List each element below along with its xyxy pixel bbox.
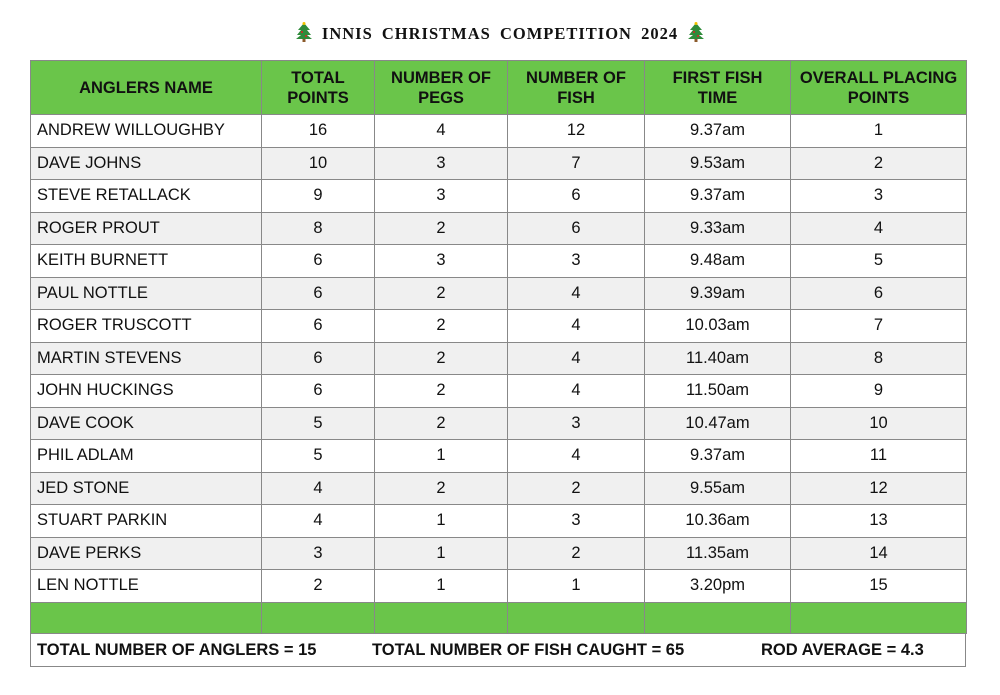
number-of-fish: 4 xyxy=(508,277,645,310)
number-of-pegs: 1 xyxy=(375,505,508,538)
table-row xyxy=(31,115,967,148)
total-points: 5 xyxy=(262,440,375,473)
placing-points: 5 xyxy=(791,245,967,278)
title-text: INNIS CHRISTMAS COMPETITION 2024 xyxy=(321,24,679,43)
total-points: 5 xyxy=(262,407,375,440)
first-fish-time: 11.40am xyxy=(645,342,791,375)
page-title xyxy=(0,22,1000,47)
number-of-fish: 4 xyxy=(508,375,645,408)
first-fish-time: 10.36am xyxy=(645,505,791,538)
placing-points: 9 xyxy=(791,375,967,408)
number-of-fish: 2 xyxy=(508,537,645,570)
number-of-pegs: 2 xyxy=(375,277,508,310)
number-of-pegs: 2 xyxy=(375,472,508,505)
col-header-number-of-pegs: NUMBER OF PEGS xyxy=(375,61,508,115)
number-of-fish: 3 xyxy=(508,407,645,440)
number-of-fish: 3 xyxy=(508,245,645,278)
angler-name: ROGER PROUT xyxy=(31,212,262,245)
table-row xyxy=(31,407,967,440)
placing-points: 7 xyxy=(791,310,967,343)
table-row xyxy=(31,570,967,603)
total-points: 4 xyxy=(262,505,375,538)
christmas-tree-icon xyxy=(687,22,705,47)
number-of-pegs: 2 xyxy=(375,342,508,375)
number-of-pegs: 1 xyxy=(375,570,508,603)
table-row xyxy=(31,245,967,278)
first-fish-time: 9.39am xyxy=(645,277,791,310)
angler-name: DAVE COOK xyxy=(31,407,262,440)
first-fish-time: 11.35am xyxy=(645,537,791,570)
col-header-total-points: TOTAL POINTS xyxy=(262,61,375,115)
total-points: 10 xyxy=(262,147,375,180)
placing-points: 15 xyxy=(791,570,967,603)
angler-name: ROGER TRUSCOTT xyxy=(31,310,262,343)
table-row xyxy=(31,147,967,180)
placing-points: 3 xyxy=(791,180,967,213)
total-points: 9 xyxy=(262,180,375,213)
number-of-fish: 4 xyxy=(508,310,645,343)
christmas-tree-icon xyxy=(295,22,313,47)
total-points: 6 xyxy=(262,245,375,278)
total-points: 6 xyxy=(262,375,375,408)
table-row xyxy=(31,440,967,473)
angler-name: DAVE PERKS xyxy=(31,537,262,570)
total-points: 6 xyxy=(262,277,375,310)
number-of-fish: 1 xyxy=(508,570,645,603)
header-row xyxy=(31,61,967,115)
placing-points: 14 xyxy=(791,537,967,570)
placing-points: 8 xyxy=(791,342,967,375)
number-of-fish: 3 xyxy=(508,505,645,538)
spacer-cell xyxy=(508,602,645,633)
angler-name: LEN NOTTLE xyxy=(31,570,262,603)
placing-points: 13 xyxy=(791,505,967,538)
spacer-cell xyxy=(31,602,262,633)
first-fish-time: 10.03am xyxy=(645,310,791,343)
angler-name: PAUL NOTTLE xyxy=(31,277,262,310)
first-fish-time: 9.33am xyxy=(645,212,791,245)
number-of-fish: 6 xyxy=(508,180,645,213)
placing-points: 2 xyxy=(791,147,967,180)
table-row xyxy=(31,310,967,343)
table-row xyxy=(31,212,967,245)
angler-name: ANDREW WILLOUGHBY xyxy=(31,115,262,148)
table-row xyxy=(31,472,967,505)
number-of-fish: 4 xyxy=(508,342,645,375)
total-anglers: TOTAL NUMBER OF ANGLERS = 15 xyxy=(37,641,317,659)
table-row xyxy=(31,277,967,310)
number-of-pegs: 3 xyxy=(375,245,508,278)
total-points: 3 xyxy=(262,537,375,570)
angler-name: STUART PARKIN xyxy=(31,505,262,538)
placing-points: 6 xyxy=(791,277,967,310)
angler-name: JED STONE xyxy=(31,472,262,505)
rod-average: ROD AVERAGE = 4.3 xyxy=(761,641,924,659)
total-fish-caught: TOTAL NUMBER OF FISH CAUGHT = 65 xyxy=(372,641,685,659)
spacer-cell xyxy=(791,602,967,633)
number-of-pegs: 3 xyxy=(375,147,508,180)
angler-name: JOHN HUCKINGS xyxy=(31,375,262,408)
number-of-pegs: 2 xyxy=(375,375,508,408)
spacer-cell xyxy=(375,602,508,633)
angler-name: MARTIN STEVENS xyxy=(31,342,262,375)
placing-points: 10 xyxy=(791,407,967,440)
angler-name: DAVE JOHNS xyxy=(31,147,262,180)
number-of-pegs: 4 xyxy=(375,115,508,148)
placing-points: 12 xyxy=(791,472,967,505)
total-points: 6 xyxy=(262,310,375,343)
col-header-number-of-fish: NUMBER OF FISH xyxy=(508,61,645,115)
table-row xyxy=(31,375,967,408)
col-header-overall-placing-points: OVERALL PLACING POINTS xyxy=(791,61,967,115)
total-points: 4 xyxy=(262,472,375,505)
total-points: 6 xyxy=(262,342,375,375)
number-of-fish: 12 xyxy=(508,115,645,148)
angler-name: KEITH BURNETT xyxy=(31,245,262,278)
first-fish-time: 9.37am xyxy=(645,180,791,213)
placing-points: 11 xyxy=(791,440,967,473)
placing-points: 1 xyxy=(791,115,967,148)
number-of-pegs: 2 xyxy=(375,212,508,245)
angler-name: PHIL ADLAM xyxy=(31,440,262,473)
table-row xyxy=(31,180,967,213)
total-points: 8 xyxy=(262,212,375,245)
number-of-pegs: 2 xyxy=(375,310,508,343)
spacer-cell xyxy=(645,602,791,633)
first-fish-time: 9.37am xyxy=(645,440,791,473)
results-table xyxy=(30,60,967,634)
table-row xyxy=(31,537,967,570)
angler-name: STEVE RETALLACK xyxy=(31,180,262,213)
first-fish-time: 9.48am xyxy=(645,245,791,278)
number-of-fish: 2 xyxy=(508,472,645,505)
green-spacer-row xyxy=(31,602,967,633)
col-header-anglers-name: ANGLERS NAME xyxy=(31,61,262,115)
number-of-pegs: 1 xyxy=(375,440,508,473)
number-of-fish: 7 xyxy=(508,147,645,180)
total-points: 2 xyxy=(262,570,375,603)
first-fish-time: 11.50am xyxy=(645,375,791,408)
summary-footer xyxy=(30,633,966,667)
number-of-pegs: 2 xyxy=(375,407,508,440)
first-fish-time: 9.37am xyxy=(645,115,791,148)
total-points: 16 xyxy=(262,115,375,148)
first-fish-time: 9.55am xyxy=(645,472,791,505)
table-row xyxy=(31,505,967,538)
number-of-fish: 6 xyxy=(508,212,645,245)
table-row xyxy=(31,342,967,375)
first-fish-time: 3.20pm xyxy=(645,570,791,603)
spacer-cell xyxy=(262,602,375,633)
number-of-fish: 4 xyxy=(508,440,645,473)
col-header-first-fish-time: FIRST FISH TIME xyxy=(645,61,791,115)
first-fish-time: 10.47am xyxy=(645,407,791,440)
placing-points: 4 xyxy=(791,212,967,245)
number-of-pegs: 1 xyxy=(375,537,508,570)
first-fish-time: 9.53am xyxy=(645,147,791,180)
number-of-pegs: 3 xyxy=(375,180,508,213)
